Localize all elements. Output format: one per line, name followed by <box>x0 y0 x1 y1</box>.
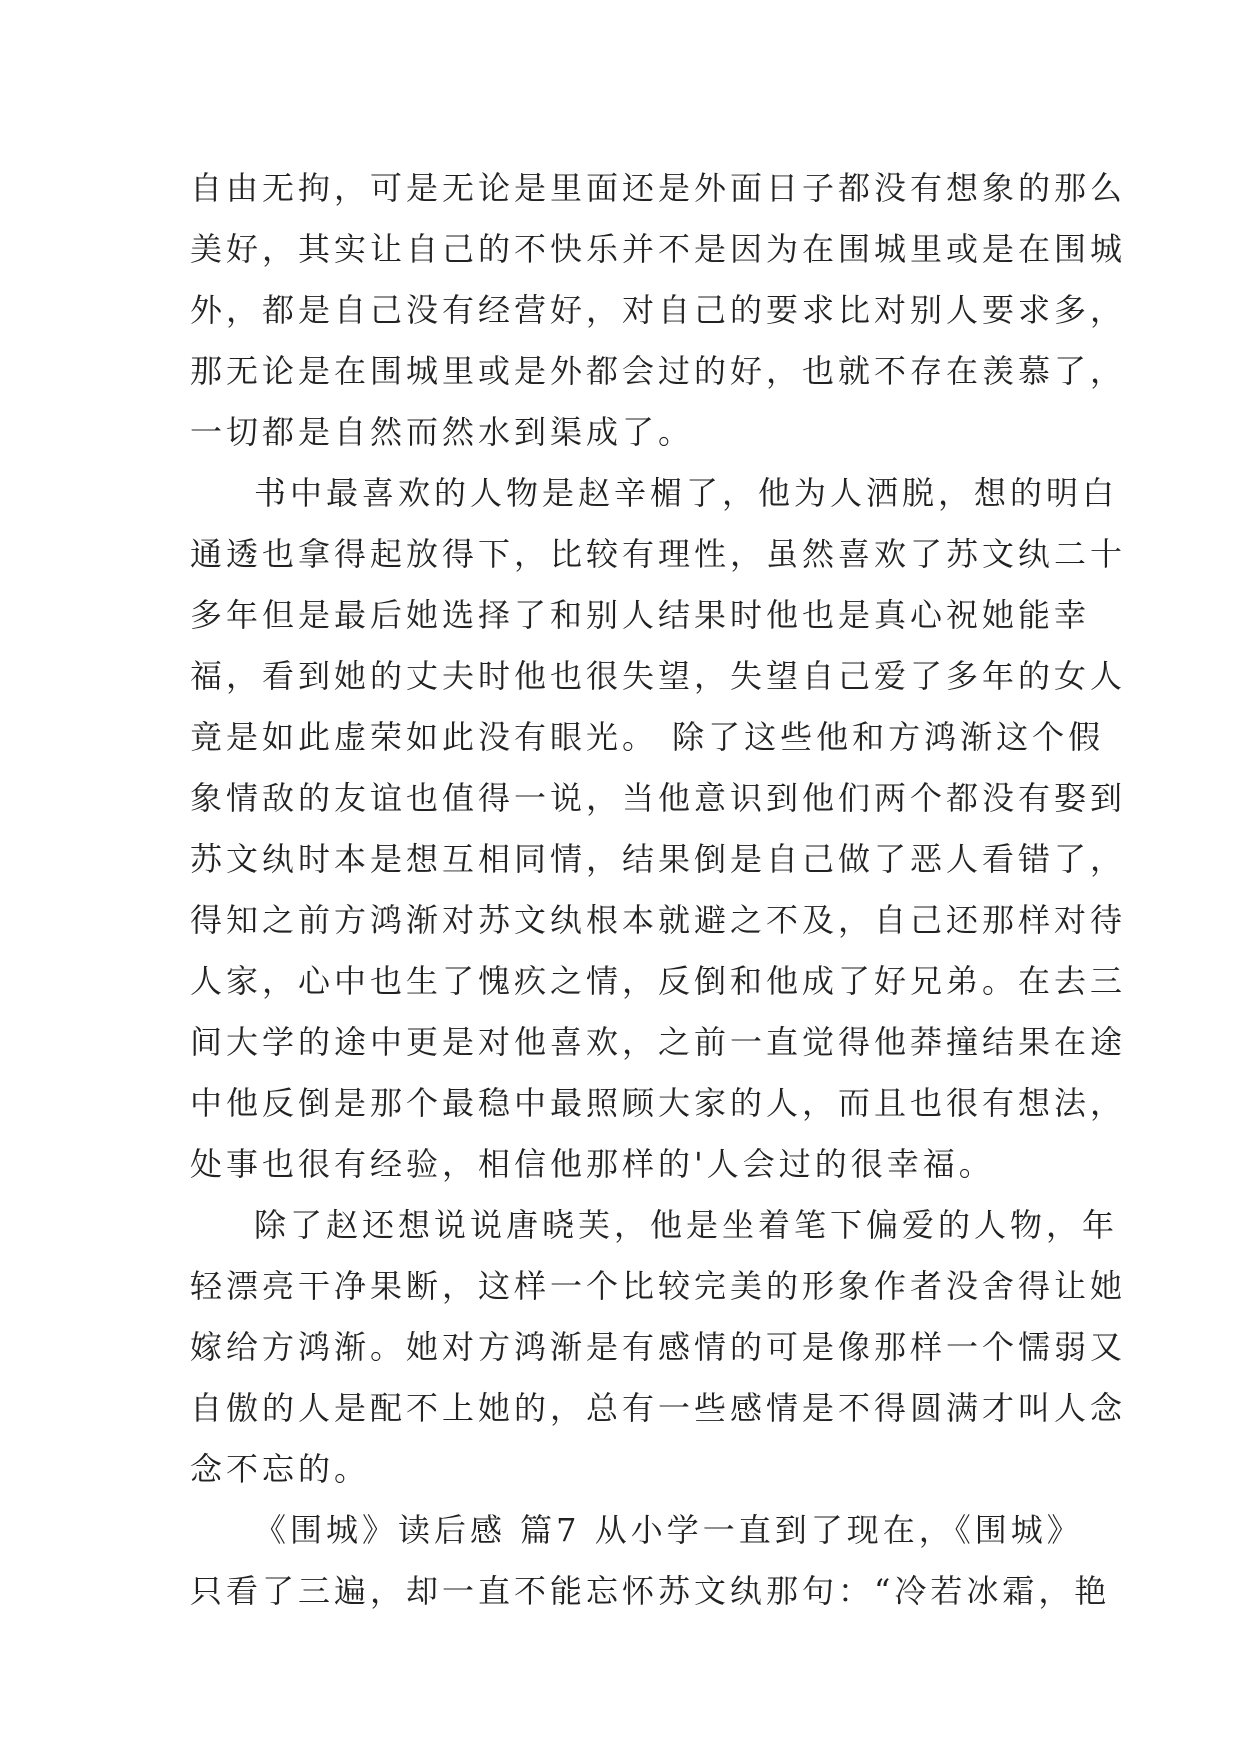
text-line: 间大学的途中更是对他喜欢，之前一直觉得他莽撞结果在途 <box>190 1023 1127 1061</box>
text-line: 外，都是自己没有经营好，对自己的要求比对别人要求多， <box>190 291 1127 329</box>
document-body <box>190 158 1127 1622</box>
text-line: 自傲的人是配不上她的，总有一些感情是不得圆满才叫人念 <box>190 1389 1127 1427</box>
text-line: 苏文纨时本是想互相同情，结果倒是自己做了恶人看错了， <box>190 840 1127 878</box>
text-line: 书中最喜欢的人物是赵辛楣了，他为人洒脱，想的明白 <box>254 474 1119 512</box>
text-line: 美好，其实让自己的不快乐并不是因为在围城里或是在围城 <box>190 230 1127 268</box>
text-line: 那无论是在围城里或是外都会过的好，也就不存在羡慕了， <box>190 352 1127 390</box>
text-line: 一切都是自然而然水到渠成了。 <box>190 413 695 451</box>
text-line: 中他反倒是那个最稳中最照顾大家的人，而且也很有想法， <box>190 1084 1127 1122</box>
text-line: 《围城》读后感 篇7 从小学一直到了现在，《围城》 <box>254 1511 1083 1549</box>
text-line: 竟是如此虚荣如此没有眼光。 除了这些他和方鸿渐这个假 <box>190 718 1105 756</box>
text-line: 嫁给方鸿渐。她对方鸿渐是有感情的可是像那样一个懦弱又 <box>190 1328 1127 1366</box>
text-line: 除了赵还想说说唐晓芙，他是坐着笔下偏爱的人物，年 <box>254 1206 1119 1244</box>
text-line: 通透也拿得起放得下，比较有理性，虽然喜欢了苏文纨二十 <box>190 535 1127 573</box>
text-line: 轻漂亮干净果断，这样一个比较完美的形象作者没舍得让她 <box>190 1267 1127 1305</box>
text-line: 得知之前方鸿渐对苏文纨根本就避之不及，自己还那样对待 <box>190 901 1127 939</box>
text-line: 福，看到她的丈夫时他也很失望，失望自己爱了多年的女人 <box>190 657 1127 695</box>
text-line: 只看了三遍，却一直不能忘怀苏文纨那句：“冷若冰霜，艳 <box>190 1572 1111 1610</box>
text-line: 自由无拘，可是无论是里面还是外面日子都没有想象的那么 <box>190 169 1127 207</box>
text-line: 多年但是最后她选择了和别人结果时他也是真心祝她能幸 <box>190 596 1091 634</box>
text-line: 象情敌的友谊也值得一说，当他意识到他们两个都没有娶到 <box>190 779 1127 817</box>
text-line: 念不忘的。 <box>190 1450 371 1488</box>
text-line: 人家，心中也生了愧疚之情，反倒和他成了好兄弟。在去三 <box>190 962 1127 1000</box>
text-line: 处事也很有经验，相信他那样的'人会过的很幸福。 <box>190 1145 995 1183</box>
